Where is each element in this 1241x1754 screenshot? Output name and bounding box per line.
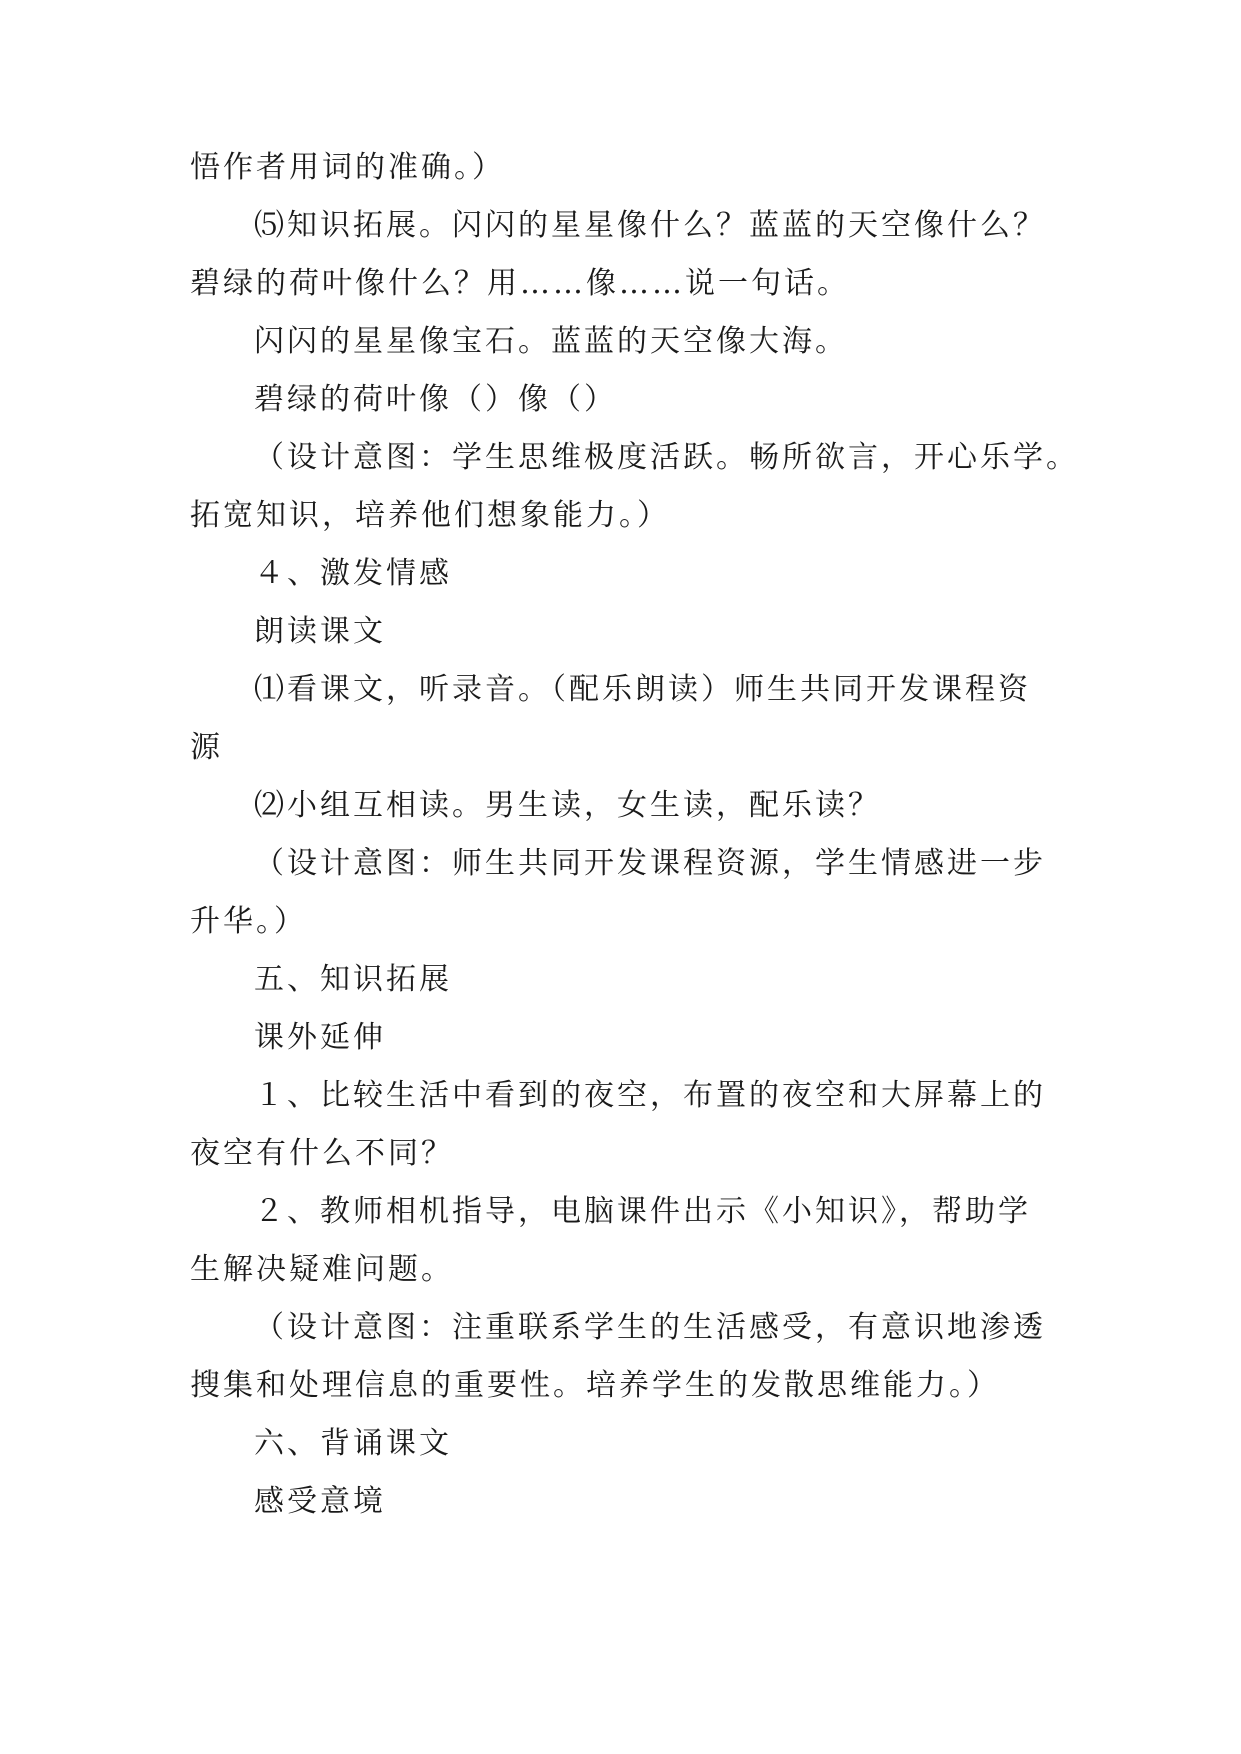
text-line: ⑴看课文，听录音。（配乐朗读）师生共同开发课程资 bbox=[254, 672, 1031, 707]
text-line: 朗读课文 bbox=[254, 614, 386, 649]
text-line: 生解决疑难问题。 bbox=[190, 1252, 454, 1287]
text-line: １、比较生活中看到的夜空，布置的夜空和大屏幕上的 bbox=[254, 1078, 1046, 1113]
text-line: 闪闪的星星像宝石。蓝蓝的天空像大海。 bbox=[254, 324, 848, 359]
text-line: 拓宽知识，培养他们想象能力。） bbox=[190, 498, 670, 533]
text-line: ⑸知识拓展。闪闪的星星像什么？蓝蓝的天空像什么？ bbox=[254, 208, 1046, 243]
text-line: 课外延伸 bbox=[254, 1020, 386, 1055]
text-line: 五、知识拓展 bbox=[254, 962, 452, 997]
text-line: （设计意图：学生思维极度活跃。畅所欲言，开心乐学。 bbox=[254, 440, 1079, 475]
text-line: （设计意图：注重联系学生的生活感受，有意识地渗透 bbox=[254, 1310, 1046, 1345]
text-line: 搜集和处理信息的重要性。培养学生的发散思维能力。） bbox=[190, 1368, 1000, 1403]
text-line: 源 bbox=[190, 730, 223, 765]
text-line: ４、激发情感 bbox=[254, 556, 452, 591]
text-line: 夜空有什么不同？ bbox=[190, 1136, 454, 1171]
text-line: 感受意境 bbox=[254, 1484, 386, 1519]
text-line: （设计意图：师生共同开发课程资源，学生情感进一步 bbox=[254, 846, 1046, 881]
text-line: 六、背诵课文 bbox=[254, 1426, 452, 1461]
text-line: 碧绿的荷叶像什么？用……像……说一句话。 bbox=[190, 266, 850, 301]
text-line: 碧绿的荷叶像（）像（） bbox=[254, 382, 617, 417]
text-line: 升华。） bbox=[190, 904, 307, 939]
text-line: 悟作者用词的准确。） bbox=[190, 150, 505, 185]
text-line: ⑵小组互相读。男生读，女生读，配乐读？ bbox=[254, 788, 881, 823]
text-line: ２、教师相机指导，电脑课件出示《小知识》，帮助学 bbox=[254, 1194, 1031, 1229]
